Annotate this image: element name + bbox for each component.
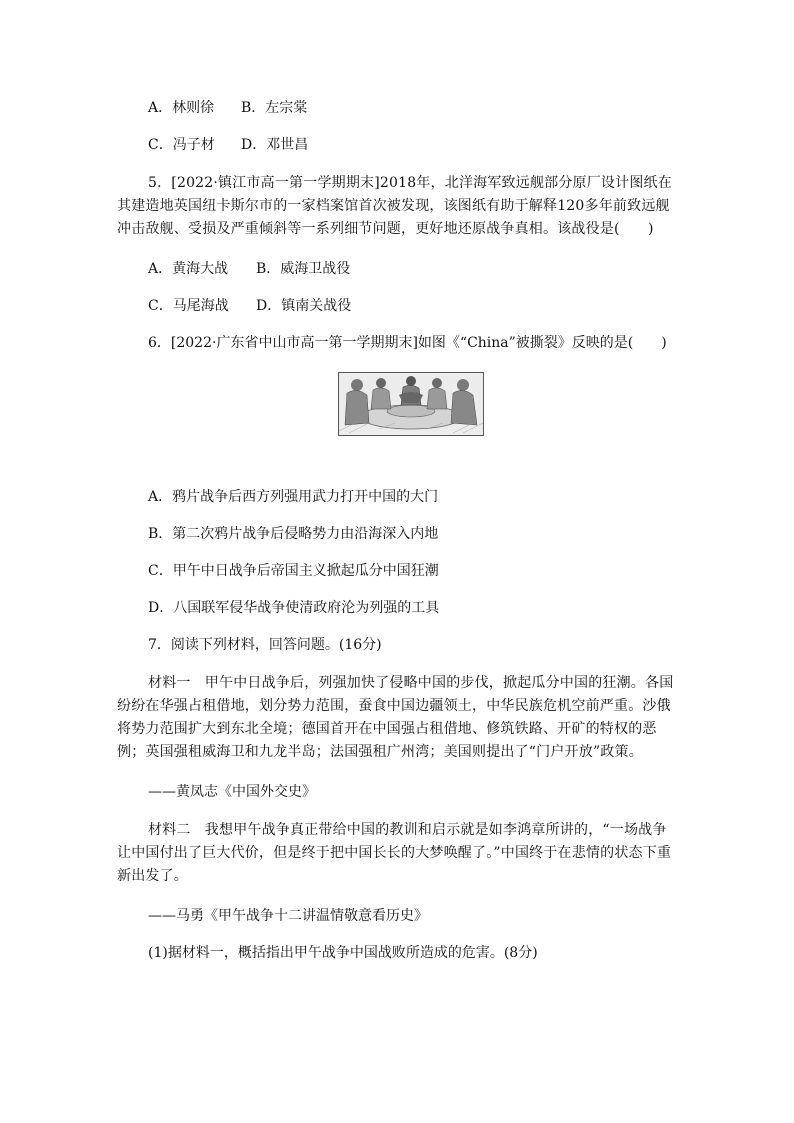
q6-option-b: B．第二次鸦片战争后侵略势力由沿海深入内地 [148, 526, 439, 542]
q6-option-c: C．甲午中日战争后帝国主义掀起瓜分中国狂潮 [148, 563, 439, 579]
q5-option-a: A．黄海大战 [148, 261, 229, 277]
cartoon-image [338, 372, 484, 436]
q5-option-b: B．威海卫战役 [256, 261, 351, 277]
q7-subquestion-1: (1)据材料一，概括指出甲午战争中国战败所造成的危害。(8分) [148, 945, 538, 961]
q7-material-1: 材料一 甲午中日战争后，列强加快了侵略中国的步伐，掀起瓜分中国的狂潮。各国纷纷在华强占租借地，划分势力范围，蚕食中国边疆领土，中华民族危机空前严重。沙俄将势力范围扩大到东北全境；德国首开在中国强占租借地、修筑铁路、开矿的特权的恶例；英国强租威海卫和九龙半岛；法国强租广州湾；美国则提出了“门户开放”政策。 [117, 675, 674, 760]
q7-stem: 7．阅读下列材料，回答问题。(16分) [148, 637, 382, 653]
cartoon-illustration [339, 373, 483, 435]
q4-option-b: B．左宗棠 [241, 100, 308, 116]
q7-material-2-source: ——马勇《甲午战争十二讲温情敬意看历史》 [148, 908, 428, 924]
q6-stem: 6．[2022·广东省中山市高一第一学期期末]如图《“China”被撕裂》反映的是( ) [148, 335, 667, 351]
q4-option-c: C．冯子材 [148, 137, 215, 153]
q5-option-d: D．镇南关战役 [256, 298, 352, 314]
q7-material-1-source: ——黄凤志《中国外交史》 [148, 784, 316, 800]
q6-option-a: A．鸦片战争后西方列强用武力打开中国的大门 [148, 489, 439, 505]
q4-option-a: A．林则徐 [148, 100, 215, 116]
q5-option-c: C．马尾海战 [148, 298, 229, 314]
q6-option-d: D．八国联军侵华战争使清政府沦为列强的工具 [148, 600, 440, 616]
q7-material-2: 材料二 我想甲午战争真正带给中国的教训和启示就是如李鸿章所讲的，“一场战争让中国付出了巨大代价，但是终于把中国长长的大梦唤醒了。”中国终于在悲情的状态下重新出发了。 [117, 822, 672, 884]
q5-stem: 5．[2022·镇江市高一第一学期期末]2018年，北洋海军致远舰部分原厂设计图纸在其建造地英国纽卡斯尔市的一家档案馆首次被发现，该图纸有助于解释120多年前致远舰冲击敌舰、受损及严重倾斜等一系列细节问题，更好地还原战争真相。该战役是( ) [117, 175, 672, 237]
q4-option-d: D．邓世昌 [241, 137, 309, 153]
